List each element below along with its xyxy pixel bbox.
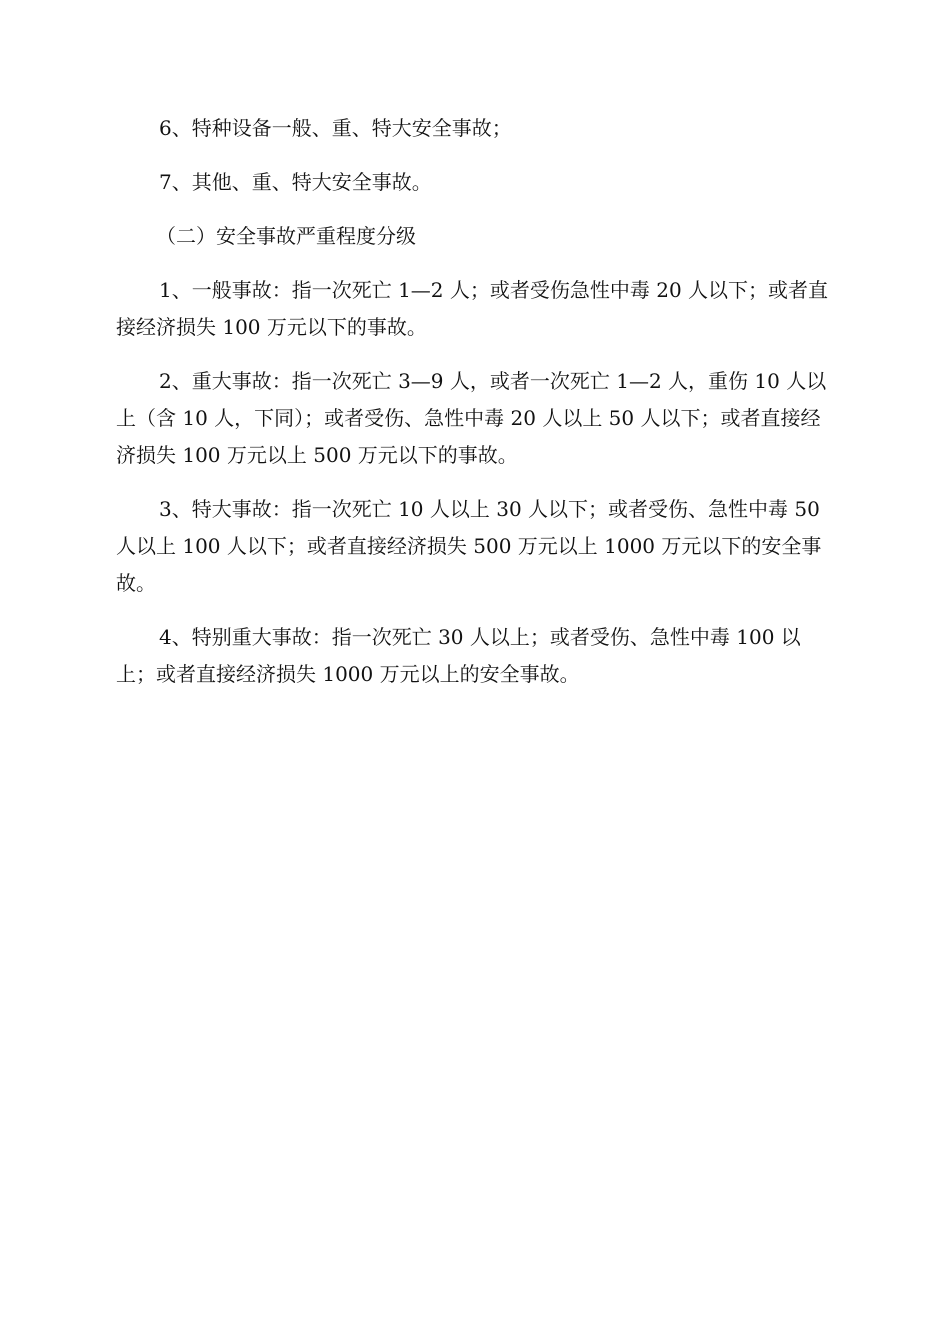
- paragraph-general-accident: 1、一般事故：指一次死亡 1—2 人；或者受伤急性中毒 20 人以下；或者直接经济损失 100 万元以下的事故。: [116, 278, 829, 339]
- paragraph-major-accident: 2、重大事故：指一次死亡 3—9 人，或者一次死亡 1—2 人，重伤 10 人以上（含 10 人，下同）；或者受伤、急性中毒 20 人以上 50 人以下；或者直接经济损失 100 万元以上 500 万元以下的事故。: [116, 369, 827, 467]
- paragraph-extraordinary-accident: 3、特大事故：指一次死亡 10 人以上 30 人以下；或者受伤、急性中毒 50 人以上 100 人以下；或者直接经济损失 500 万元以上 1000 万元以下的安全事故。: [116, 497, 822, 595]
- paragraph-item-6: 6、特种设备一般、重、特大安全事故；: [159, 116, 512, 140]
- section-heading: （二）安全事故严重程度分级: [156, 224, 416, 248]
- document-body: [116, 110, 836, 710]
- paragraph-especially-major-accident: 4、特别重大事故：指一次死亡 30 人以上；或者受伤、急性中毒 100 以上；或者直接经济损失 1000 万元以上的安全事故。: [116, 625, 801, 686]
- paragraph-item-7: 7、其他、重、特大安全事故。: [159, 170, 432, 194]
